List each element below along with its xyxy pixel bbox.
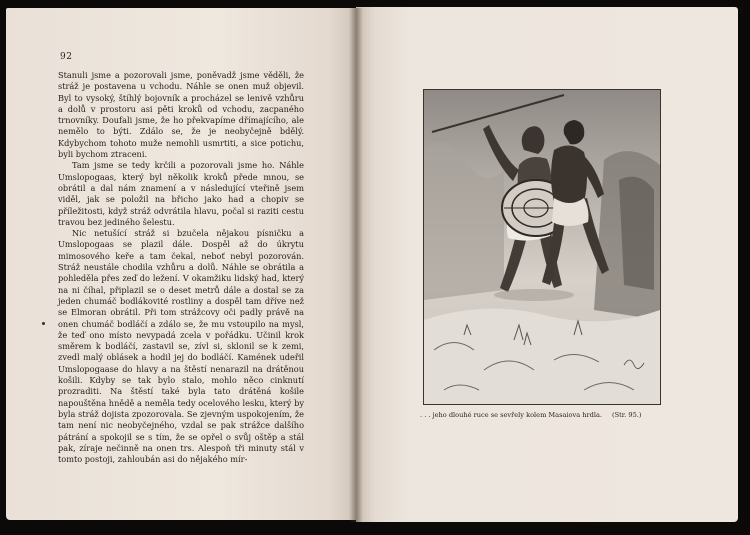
margin-mark xyxy=(42,322,45,325)
illustration xyxy=(423,89,661,405)
paragraph-1: Stanuli jsme a pozorovali jsme, poněvadž jsme věděli, že stráž je postavena u vchodu. Náhle se onen muž objevil. Byl to vysoký, štíhlý bojovník a procházel se lenivě vzhůru a dolů v prostoru asi pěti kroků od vchodu, zacpaného trnovníky. Doufali jsme, že ho překvapíme dřímajícího, ale nemělo to býti. Zdálo se, že je neobyčejně bdělý. Kdybychom tohoto muže nemohli usmrtiti, a sice potichu, byli bychom ztraceni. xyxy=(58,70,304,160)
page-number: 92 xyxy=(60,52,73,62)
body-text xyxy=(58,70,304,465)
caption-text: . . . jeho dlouhé ruce se sevřely kolem Masaiova hrdla. xyxy=(420,411,603,419)
paragraph-3: Nic netušící stráž si bzučela nějakou písničku a Umslopogaas se plazil dále. Dospěl až do úkrytu mimosového keře a tam čekal, neboť nebyl pozorován. Stráž neustále chodila vzhůru a dolů. Náhle se obrátila a pohleděla přes zeď do ležení. V okamžiku lidský had, který na ni číhal, připlazil se o deset metrů dále a dostal se za jeden chumáč bodlákovité rostliny a dospěl tam dříve než se Elmoran obrátil. Při tom strážcovy oči padly právě na onen chumáč bodláčí a zdálo se, že mu vstoupilo na mysl, že teď ono místo nevypadá zcela v pořádku. Učinil krok směrem k bodláčí, zastavil se, zívl si, sklonil se k zemi, zvedl malý oblásek a hodil jej do bodláčí. Kamének udeřil Umslopogaase do hlavy a na štěstí nenarazil na drátěnou košili. Kdyby se tak bylo stalo, mohlo něco cinknutí prozraditi. Na štěstí také byla tato drátěná košile napouštěna hnědě a neměla tedy ocelového lesku, který by byla stráž dojista zpozorovala. Se zjevným uspokojením, že tam není nic neobyčejného, vzdal se pak strážce dalšího pátrání a spokojil se s tím, že se opřel o svůj oštěp a stál pak, zíraje nečinně na onen trs. Alespoň tři minuty stál v tomto postoji, zahloubán asi do nějakého mír- xyxy=(58,228,304,465)
paragraph-2: Tam jsme se tedy krčili a pozorovali jsme ho. Náhle Umslopogaas, který byl několik kroků přede mnou, se obrátil a dal nám znamení a v následující vteřině jsem viděl, jak se položil na břicho jako had a chopiv se příležitosti, když stráž odvrátila hlavu, počal si raziti cestu travou bez jediného šelestu. xyxy=(58,160,304,227)
book-gutter xyxy=(349,8,363,522)
warriors-illustration-icon xyxy=(424,90,660,404)
illustration-caption xyxy=(420,411,670,419)
caption-page-reference: (Str. 95.) xyxy=(612,411,642,419)
